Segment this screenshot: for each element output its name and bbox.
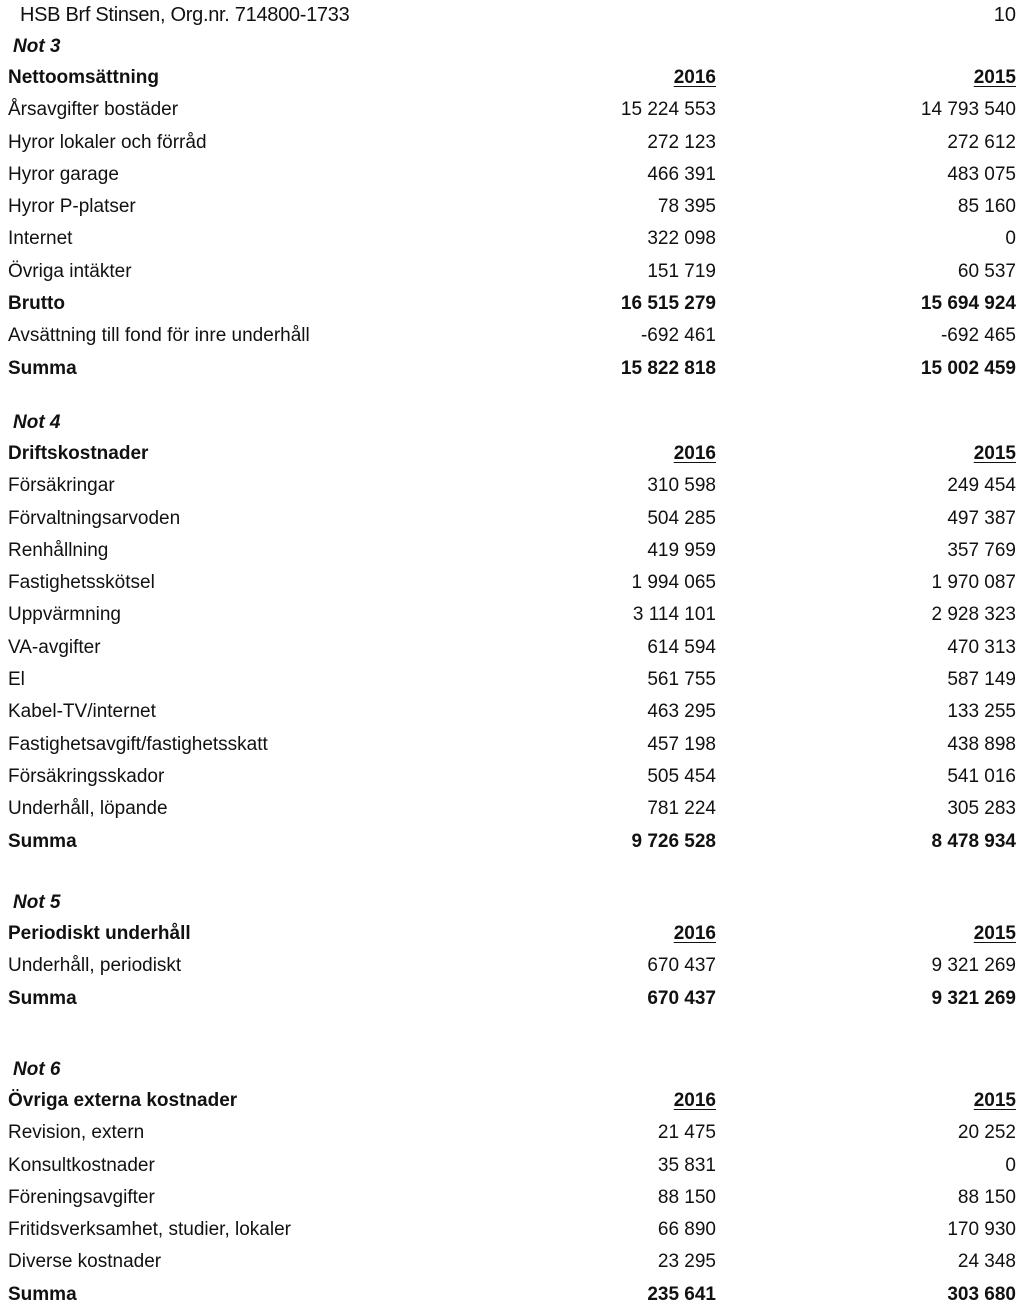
table-row bbox=[8, 1150, 1016, 1182]
value-2015: 483 075 bbox=[947, 163, 1016, 185]
note-heading-row bbox=[8, 62, 1016, 94]
year-2016-header: 2016 bbox=[673, 67, 716, 88]
row-label: Underhåll, periodiskt bbox=[8, 955, 182, 977]
row-label: Försäkringsskador bbox=[8, 765, 165, 787]
table-row bbox=[8, 696, 1016, 728]
row-label: Fastighetsskötsel bbox=[8, 572, 155, 594]
page-header bbox=[20, 4, 1016, 32]
value-2015: 0 bbox=[1005, 1154, 1016, 1176]
note-section bbox=[8, 1055, 1016, 1311]
value-2015: 88 150 bbox=[957, 1186, 1016, 1208]
table-row bbox=[8, 664, 1016, 696]
table-row bbox=[8, 1117, 1016, 1149]
organization-name: HSB Brf Stinsen, Org.nr. 714800-1733 bbox=[20, 4, 350, 26]
note-title: Not 4 bbox=[13, 412, 61, 433]
value-2016: 235 641 bbox=[647, 1283, 716, 1305]
table-row bbox=[8, 159, 1016, 191]
table-row bbox=[8, 535, 1016, 567]
heading-label: Periodiskt underhåll bbox=[8, 923, 191, 944]
value-2016: 23 295 bbox=[657, 1251, 716, 1273]
value-2015: 20 252 bbox=[957, 1122, 1016, 1144]
row-label: VA-avgifter bbox=[8, 636, 101, 658]
value-2016: 310 598 bbox=[647, 475, 716, 497]
value-2015: 14 793 540 bbox=[920, 99, 1016, 121]
row-label: Uppvärmning bbox=[8, 604, 121, 626]
note-section bbox=[8, 408, 1016, 858]
heading-label: Övriga externa kostnader bbox=[8, 1090, 238, 1111]
row-label: Summa bbox=[8, 357, 77, 379]
year-2016-header: 2016 bbox=[673, 1090, 716, 1111]
value-2015: 15 002 459 bbox=[920, 357, 1016, 379]
value-2016: 504 285 bbox=[647, 507, 716, 529]
row-label: Summa bbox=[8, 1283, 77, 1305]
value-2016: 88 150 bbox=[657, 1186, 716, 1208]
row-label: Försäkringar bbox=[8, 475, 115, 497]
table-row bbox=[8, 1182, 1016, 1214]
value-2015: 438 898 bbox=[947, 733, 1016, 755]
table-row bbox=[8, 127, 1016, 159]
row-label: Fritidsverksamhet, studier, lokaler bbox=[8, 1219, 291, 1241]
value-2015: 272 612 bbox=[947, 131, 1016, 153]
row-label: Hyror P-platser bbox=[8, 196, 136, 218]
table-row bbox=[8, 470, 1016, 502]
table-row bbox=[8, 983, 1016, 1015]
row-label: El bbox=[8, 669, 25, 691]
value-2015: 133 255 bbox=[947, 701, 1016, 723]
row-label: Summa bbox=[8, 987, 77, 1009]
table-row bbox=[8, 950, 1016, 982]
note-section bbox=[8, 32, 1016, 385]
value-2015: 2 928 323 bbox=[931, 604, 1016, 626]
heading-label: Nettoomsättning bbox=[8, 67, 159, 88]
value-2016: 35 831 bbox=[657, 1154, 716, 1176]
value-2016: 614 594 bbox=[647, 636, 716, 658]
row-label: Brutto bbox=[8, 293, 65, 315]
value-2016: 272 123 bbox=[647, 131, 716, 153]
table-row bbox=[8, 1214, 1016, 1246]
table-row bbox=[8, 567, 1016, 599]
row-label: Förvaltningsarvoden bbox=[8, 507, 181, 529]
table-row bbox=[8, 826, 1016, 858]
value-2016: 670 437 bbox=[647, 987, 716, 1009]
value-2016: 561 755 bbox=[647, 669, 716, 691]
value-2015: 497 387 bbox=[947, 507, 1016, 529]
table-row bbox=[8, 761, 1016, 793]
row-label: Diverse kostnader bbox=[8, 1251, 162, 1273]
value-2016: 9 726 528 bbox=[631, 830, 716, 852]
note-title: Not 6 bbox=[13, 1059, 61, 1080]
value-2016: 457 198 bbox=[647, 733, 716, 755]
value-2016: 15 822 818 bbox=[620, 357, 716, 379]
row-label: Årsavgifter bostäder bbox=[8, 99, 179, 121]
table-row bbox=[8, 1246, 1016, 1278]
note-heading-row bbox=[8, 1085, 1016, 1117]
value-2016: 16 515 279 bbox=[620, 293, 716, 315]
page-number: 10 bbox=[993, 4, 1016, 26]
note-title: Not 5 bbox=[13, 892, 61, 913]
table-row bbox=[8, 503, 1016, 535]
year-2016-header: 2016 bbox=[673, 923, 716, 944]
value-2016: 1 994 065 bbox=[631, 572, 716, 594]
value-2016: 322 098 bbox=[647, 228, 716, 250]
row-label: Underhåll, löpande bbox=[8, 798, 168, 820]
table-row bbox=[8, 256, 1016, 288]
value-2016: 466 391 bbox=[647, 163, 716, 185]
year-2015-header: 2015 bbox=[973, 923, 1016, 944]
row-label: Konsultkostnader bbox=[8, 1154, 155, 1176]
row-label: Renhållning bbox=[8, 539, 109, 561]
row-label: Kabel-TV/internet bbox=[8, 701, 156, 723]
value-2016: 419 959 bbox=[647, 539, 716, 561]
value-2015: 357 769 bbox=[947, 539, 1016, 561]
value-2015: 170 930 bbox=[947, 1219, 1016, 1241]
row-label: Internet bbox=[8, 228, 73, 250]
value-2016: 66 890 bbox=[657, 1219, 716, 1241]
value-2015: 60 537 bbox=[957, 260, 1016, 282]
value-2016: 670 437 bbox=[647, 955, 716, 977]
table-row bbox=[8, 632, 1016, 664]
value-2016: 21 475 bbox=[657, 1122, 716, 1144]
value-2016: 78 395 bbox=[657, 196, 716, 218]
value-2015: 24 348 bbox=[957, 1251, 1016, 1273]
row-label: Hyror garage bbox=[8, 163, 119, 185]
table-row bbox=[8, 1279, 1016, 1311]
value-2016: -692 461 bbox=[640, 325, 716, 347]
value-2016: 151 719 bbox=[647, 260, 716, 282]
row-label: Avsättning till fond för inre underhåll bbox=[8, 325, 310, 347]
year-2015-header: 2015 bbox=[973, 443, 1016, 464]
row-label: Revision, extern bbox=[8, 1122, 145, 1144]
year-2015-header: 2015 bbox=[973, 1090, 1016, 1111]
row-label: Hyror lokaler och förråd bbox=[8, 131, 207, 153]
value-2015: 9 321 269 bbox=[931, 955, 1016, 977]
table-row bbox=[8, 729, 1016, 761]
value-2015: 305 283 bbox=[947, 798, 1016, 820]
table-row bbox=[8, 353, 1016, 385]
heading-label: Driftskostnader bbox=[8, 443, 149, 464]
value-2015: 1 970 087 bbox=[931, 572, 1016, 594]
value-2015: 15 694 924 bbox=[920, 293, 1016, 315]
value-2016: 3 114 101 bbox=[632, 604, 716, 626]
year-2016-header: 2016 bbox=[673, 443, 716, 464]
table-row bbox=[8, 288, 1016, 320]
value-2015: 0 bbox=[1005, 228, 1016, 250]
table-row bbox=[8, 191, 1016, 223]
row-label: Summa bbox=[8, 830, 77, 852]
value-2016: 505 454 bbox=[647, 765, 716, 787]
row-label: Övriga intäkter bbox=[8, 260, 132, 282]
note-section bbox=[8, 888, 1016, 1015]
value-2015: 249 454 bbox=[947, 475, 1016, 497]
value-2016: 781 224 bbox=[647, 798, 716, 820]
row-label: Fastighetsavgift/fastighetsskatt bbox=[8, 733, 268, 755]
value-2015: 8 478 934 bbox=[931, 830, 1016, 852]
value-2015: 9 321 269 bbox=[931, 987, 1016, 1009]
value-2015: 587 149 bbox=[947, 669, 1016, 691]
note-title: Not 3 bbox=[13, 36, 61, 57]
value-2016: 15 224 553 bbox=[620, 99, 716, 121]
value-2015: 470 313 bbox=[947, 636, 1016, 658]
value-2015: -692 465 bbox=[940, 325, 1016, 347]
table-row bbox=[8, 223, 1016, 255]
note-heading-row bbox=[8, 918, 1016, 950]
value-2015: 541 016 bbox=[947, 765, 1016, 787]
table-row bbox=[8, 599, 1016, 631]
value-2015: 85 160 bbox=[957, 196, 1016, 218]
year-2015-header: 2015 bbox=[973, 67, 1016, 88]
note-heading-row bbox=[8, 438, 1016, 470]
table-row bbox=[8, 320, 1016, 352]
table-row bbox=[8, 793, 1016, 825]
row-label: Föreningsavgifter bbox=[8, 1186, 155, 1208]
table-row bbox=[8, 94, 1016, 126]
value-2015: 303 680 bbox=[947, 1283, 1016, 1305]
value-2016: 463 295 bbox=[647, 701, 716, 723]
